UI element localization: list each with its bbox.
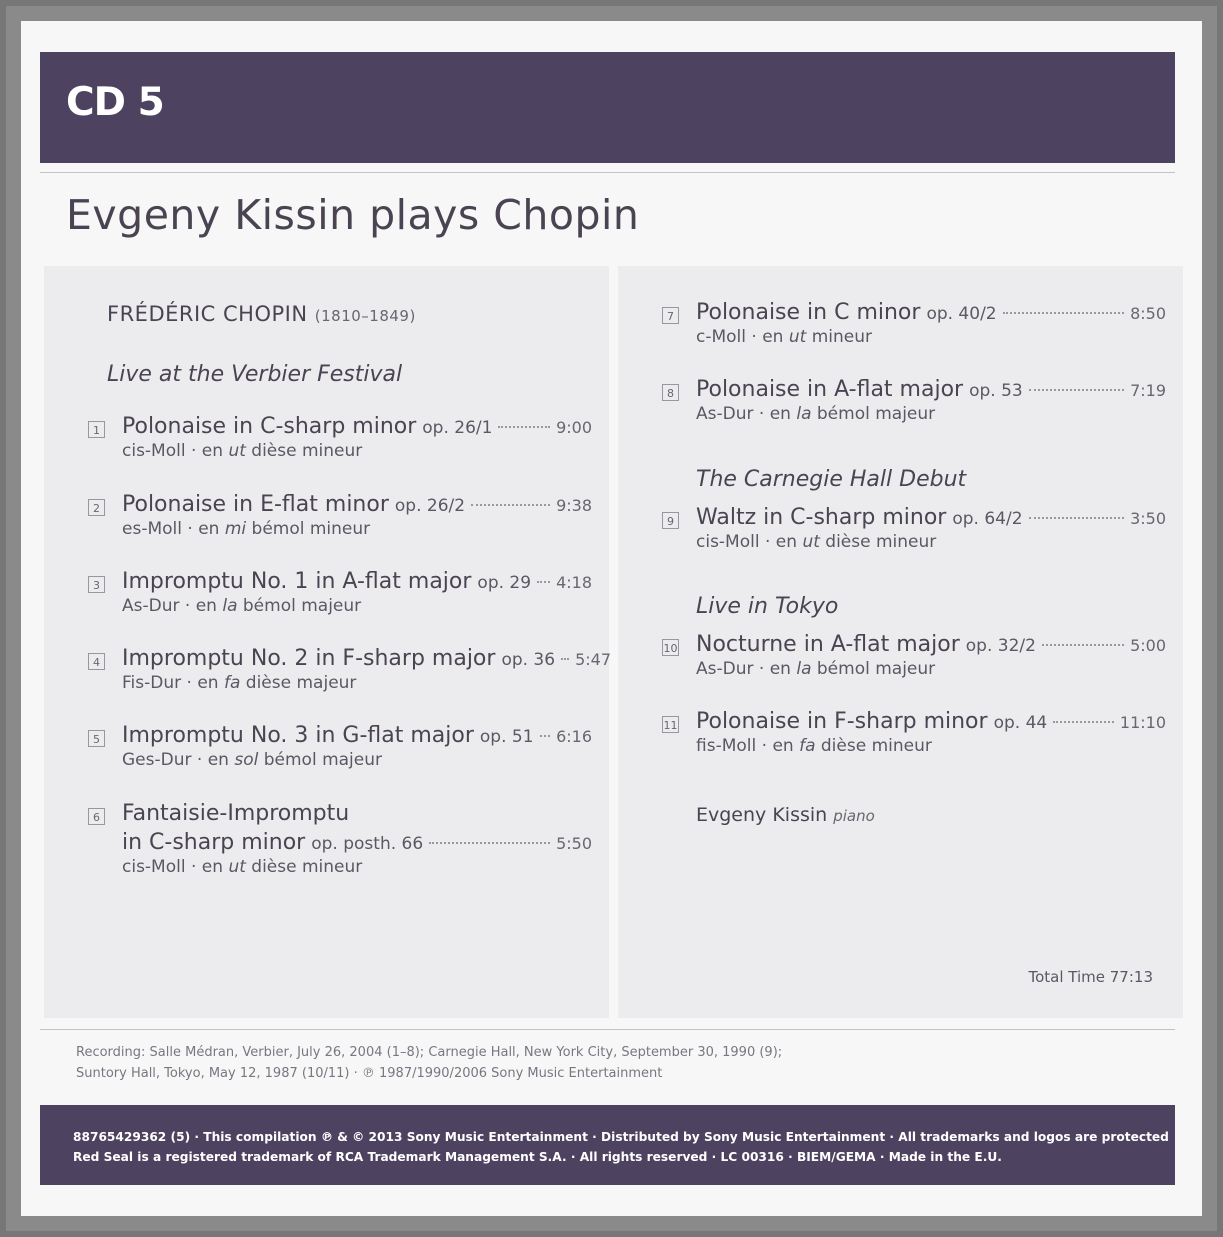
track-opus: op. 29 [477, 573, 532, 593]
divider [40, 172, 1175, 173]
footer-band [40, 1105, 1175, 1185]
track-row [93, 492, 592, 539]
track-number: 6 [88, 808, 105, 825]
track-duration: 9:00 [556, 418, 592, 437]
performer-instrument: piano [833, 807, 875, 825]
dot-leader [1029, 389, 1124, 391]
dot-leader [1029, 517, 1125, 519]
track-number: 1 [88, 421, 105, 438]
track-duration: 9:38 [556, 496, 592, 515]
composer-heading [107, 302, 416, 326]
track-duration: 4:18 [556, 573, 592, 592]
track-title: Impromptu No. 3 in G-flat major [122, 723, 474, 748]
track-key: fis-Moll · en fa dièse mineur [696, 736, 932, 756]
legal-line: Red Seal is a registered trademark of RCA Trademark Management S.A. · All rights reserved · LC 00316 · BIEM/GEMA · Made in the E.U. [73, 1150, 1002, 1164]
dot-leader [540, 735, 551, 737]
track-title: Polonaise in E-flat minor [122, 492, 389, 517]
track-row [667, 377, 1166, 424]
track-key: cis-Moll · en ut dièse mineur [122, 857, 363, 877]
track-key: c-Moll · en ut mineur [696, 327, 872, 347]
track-duration: 5:50 [556, 834, 592, 853]
track-title: Waltz in C-sharp minor [696, 505, 947, 530]
track-number: 2 [88, 499, 105, 516]
section-verbier: Live at the Verbier Festival [107, 362, 403, 387]
track-key: cis-Moll · en ut dièse mineur [696, 532, 937, 552]
track-title: Polonaise in C-sharp minor [122, 414, 417, 439]
composer-name: FRÉDÉRIC CHOPIN [107, 302, 308, 326]
track-title: Fantaisie-Impromptu [122, 801, 350, 826]
track-number: 5 [88, 730, 105, 747]
track-opus: op. 32/2 [965, 636, 1036, 656]
track-opus: op. 26/2 [394, 496, 466, 516]
track-title: Polonaise in A-flat major [696, 377, 964, 402]
track-title: Polonaise in C minor [696, 300, 921, 325]
track-opus: op. 53 [969, 381, 1023, 401]
dot-leader [498, 426, 550, 428]
track-opus: op. 26/1 [422, 418, 493, 438]
track-key: As-Dur · en la bémol majeur [122, 596, 362, 616]
track-opus: op. 44 [993, 713, 1048, 733]
track-opus: op. 36 [501, 650, 556, 670]
track-number: 3 [88, 576, 105, 593]
track-row [93, 414, 592, 461]
performer-name: Evgeny Kissin [696, 804, 828, 826]
track-opus: op. 64/2 [952, 509, 1023, 529]
track-duration: 8:50 [1130, 304, 1166, 323]
section-tokyo: Live in Tokyo [696, 594, 839, 619]
track-duration: 7:19 [1130, 381, 1166, 400]
track-title-cont: in C-sharp minor [122, 830, 306, 855]
track-title: Impromptu No. 1 in A-flat major [122, 569, 472, 594]
track-key: Fis-Dur · en fa dièse majeur [122, 673, 357, 693]
tracklist-left [44, 266, 612, 1018]
recording-line: Suntory Hall, Tokyo, May 12, 1987 (10/11) · ℗ 1987/1990/2006 Sony Music Entertainment [76, 1066, 663, 1081]
section-carnegie: The Carnegie Hall Debut [696, 467, 967, 492]
track-row [93, 569, 592, 616]
track-row [93, 801, 592, 877]
track-key: es-Moll · en mi bémol mineur [122, 519, 371, 539]
album-title: Evgeny Kissin plays Chopin [66, 191, 640, 239]
track-row [667, 505, 1166, 552]
track-duration: 5:00 [1130, 636, 1166, 655]
track-duration: 3:50 [1130, 509, 1166, 528]
divider [40, 1029, 1175, 1030]
track-key: cis-Moll · en ut dièse mineur [122, 441, 363, 461]
track-row [663, 632, 1166, 679]
booklet-page [21, 21, 1202, 1216]
track-key: As-Dur · en la bémol majeur [696, 404, 936, 424]
dot-leader [561, 658, 569, 660]
cover-frame [6, 6, 1217, 1231]
track-row [667, 300, 1166, 347]
recording-info [76, 1042, 1076, 1084]
track-row [663, 709, 1166, 756]
track-number: 11 [662, 716, 679, 733]
track-opus: op. 40/2 [926, 304, 997, 324]
cd-label: CD 5 [66, 80, 164, 125]
track-duration: 11:10 [1119, 713, 1166, 732]
tracklist-right [618, 266, 1183, 1018]
header-band [40, 52, 1175, 163]
track-row [93, 723, 592, 770]
track-number: 4 [88, 653, 105, 670]
track-title: Nocturne in A-flat major [696, 632, 960, 657]
dot-leader [1003, 312, 1124, 314]
total-time: Total Time 77:13 [1028, 968, 1153, 986]
dot-leader [1053, 721, 1114, 723]
dot-leader [1042, 644, 1124, 646]
recording-line: Recording: Salle Médran, Verbier, July 26, 2004 (1–8); Carnegie Hall, New York City, September 30, 1990 (9); [76, 1045, 783, 1060]
track-number: 7 [662, 307, 679, 324]
track-opus: op. posth. 66 [311, 834, 424, 854]
track-duration: 5:47 [575, 650, 612, 669]
dot-leader [429, 842, 550, 844]
composer-dates: (1810–1849) [314, 307, 416, 325]
track-number: 10 [662, 639, 679, 656]
legal-text [73, 1127, 1169, 1167]
track-duration: 6:16 [556, 727, 592, 746]
track-key: As-Dur · en la bémol majeur [696, 659, 936, 679]
track-opus: op. 51 [479, 727, 534, 747]
track-number: 8 [662, 384, 679, 401]
track-key: Ges-Dur · en sol bémol majeur [122, 750, 382, 770]
track-title: Impromptu No. 2 in F-sharp major [122, 646, 496, 671]
legal-line: 88765429362 (5) · This compilation ℗ & © 2013 Sony Music Entertainment · Distributed by Sony Music Entertainment · All trademarks and logos are protected [73, 1130, 1169, 1144]
dot-leader [471, 504, 550, 506]
dot-leader [537, 581, 550, 583]
performer-credit [696, 804, 875, 826]
track-number: 9 [662, 512, 679, 529]
track-row [93, 646, 612, 693]
track-title: Polonaise in F-sharp minor [696, 709, 988, 734]
